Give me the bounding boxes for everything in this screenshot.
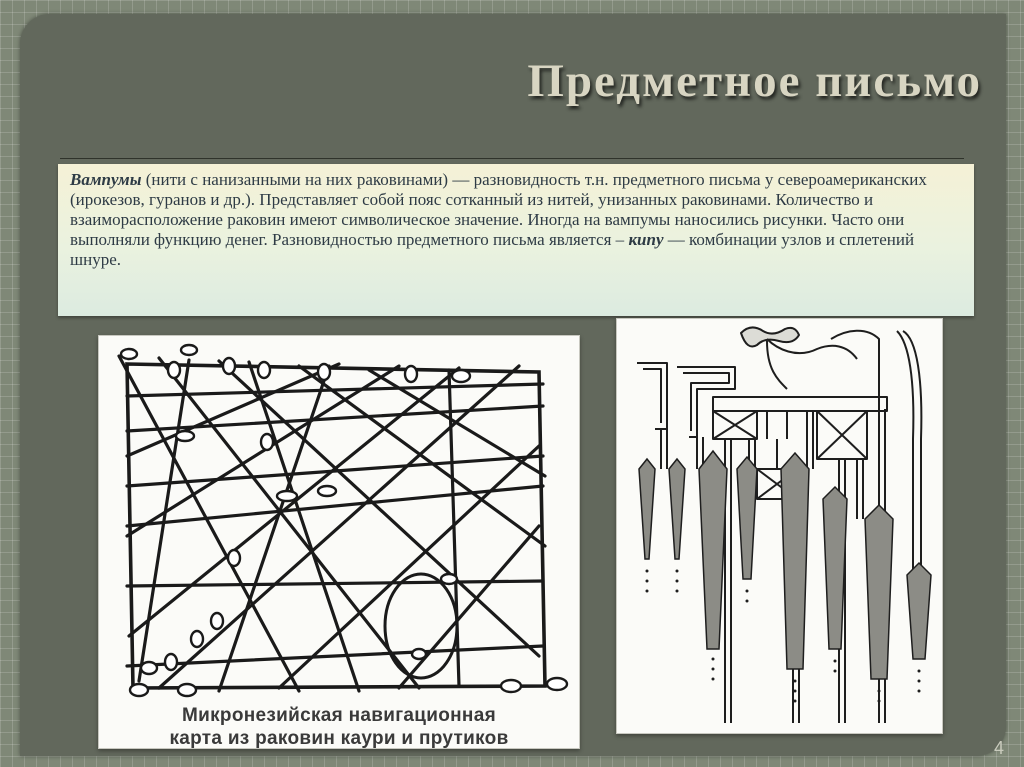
quipu-drawing bbox=[617, 319, 942, 733]
slide-title: Предметное письмо bbox=[527, 55, 982, 107]
navigation-chart-figure bbox=[98, 335, 580, 749]
quipu-figure bbox=[616, 318, 943, 734]
figure-caption-line-1: Микронезийская навигационная bbox=[182, 705, 496, 726]
navigation-chart-drawing bbox=[99, 336, 579, 701]
title-divider bbox=[60, 158, 964, 159]
term-wampum: Вампумы bbox=[70, 170, 142, 189]
description-part-2: — комбинации узлов и сплетений шнуре. bbox=[70, 230, 915, 269]
description-part-1: (нити с нанизанными на них раковинами) — разновидность т.н. предметного письма у североамериканских (ирокезов, гуранов и др.). Представляет собой пояс сотканный из нитей, унизанных раковинами. Количество и взаиморасположение раковин имеют символическое значение. Иногда на вампумы наносились рисунки. Часто они выполняли функцию денег. Разновидностью предметного письма является – bbox=[70, 170, 927, 249]
page-number: 4 bbox=[994, 738, 1005, 758]
description-text bbox=[70, 170, 954, 270]
figure-caption-line-2: карта из раковин каури и прутиков bbox=[169, 728, 509, 749]
description-box bbox=[58, 164, 974, 316]
term-quipu: кипу bbox=[628, 230, 664, 249]
